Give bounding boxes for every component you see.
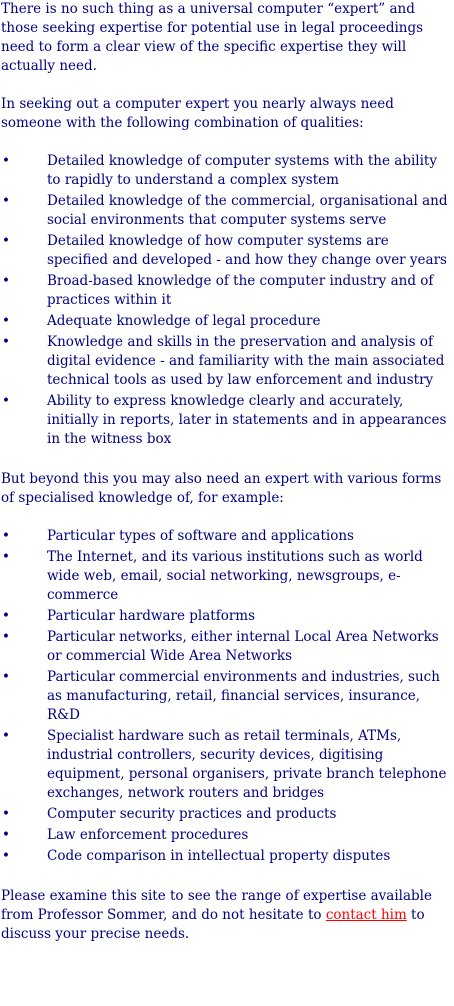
closing-text-before: Please examine this site to see the range of expertise available from Professor Sommer, and do not hesitate to [1,888,432,923]
bullet-icon: • [2,193,10,209]
list-item-text: Particular networks, either internal Local Area Networks or commercial Wide Area Networks [47,629,439,664]
bullet-icon: • [2,549,10,565]
bullet-icon: • [2,669,10,685]
intro-paragraph-1: There is no such thing as a universal computer “expert” and those seeking expertise for potential use in legal proceedings need to form a clear view of the specific expertise they will actually need. [1,1,424,74]
list-item [0,607,454,626]
specialised-intro: But beyond this you may also need an expert with various forms of specialised knowledge of, for example: [1,471,442,506]
intro-paragraph-2: In seeking out a computer expert you nearly always need someone with the following combination of qualities: [1,96,394,131]
list-item-text: Detailed knowledge of computer systems with the ability to rapidly to understand a complex system [47,153,437,188]
spacer [0,508,454,527]
bullet-icon: • [2,153,10,169]
list-item [0,727,454,803]
closing-paragraph [0,887,454,944]
list-item [0,805,454,824]
list-item [0,333,454,390]
closing-text-after: to discuss your precise needs. [1,907,425,942]
list-item-text: Detailed knowledge of the commercial, organisational and social environments that computer systems serve [47,193,448,228]
spacer [0,76,454,95]
contact-link[interactable]: contact him [325,907,407,923]
list-item-text: Adequate knowledge of legal procedure [47,313,321,329]
list-item-text: Particular types of software and applications [47,528,354,544]
list-item-text: Knowledge and skills in the preservation and analysis of digital evidence - and familiarity with the main associated technical tools as used by law enforcement and industry [47,334,445,388]
list-item [0,272,454,310]
list-item [0,192,454,230]
list-item-text: Particular commercial environments and industries, such as manufacturing, retail, financial services, insurance, R&D [47,669,440,723]
list-item-text: The Internet, and its various institutions such as world wide web, email, social networking, newsgroups, e-commerce [47,549,423,603]
bullet-icon: • [2,728,10,744]
spacer [0,868,454,887]
bullet-icon: • [2,827,10,843]
bullet-icon: • [2,334,10,350]
spacer [0,451,454,470]
bullet-icon: • [2,528,10,544]
list-item [0,152,454,190]
list-item [0,847,454,866]
list-item [0,392,454,449]
bullet-icon: • [2,233,10,249]
bullet-icon: • [2,313,10,329]
bullet-icon: • [2,608,10,624]
list-item-text: Particular hardware platforms [47,608,256,624]
list-item [0,232,454,270]
list-item [0,668,454,725]
bullet-icon: • [2,273,10,289]
bullet-icon: • [2,629,10,645]
spacer [0,133,454,152]
list-item-text: Detailed knowledge of how computer systems are specified and developed - and how they change over years [47,233,447,268]
list-item-text: Specialist hardware such as retail terminals, ATMs, industrial controllers, security devices, digitising equipment, personal organisers, private branch telephone exchanges, network routers and bridges [47,728,447,801]
bullet-icon: • [2,806,10,822]
list-item [0,548,454,605]
list-item [0,312,454,331]
bullet-icon: • [2,848,10,864]
list-item-text: Broad-based knowledge of the computer industry and of practices within it [47,273,434,308]
list-item-text: Ability to express knowledge clearly and accurately, initially in reports, later in statements and in appearances in the witness box [47,393,447,447]
qualities-list [0,152,454,449]
list-item-text: Law enforcement procedures [47,827,249,843]
list-item [0,628,454,666]
list-item-text: Code comparison in intellectual property disputes [47,848,391,864]
specialised-list [0,527,454,866]
list-item [0,826,454,845]
bullet-icon: • [2,393,10,409]
list-item [0,527,454,546]
list-item-text: Computer security practices and products [47,806,337,822]
